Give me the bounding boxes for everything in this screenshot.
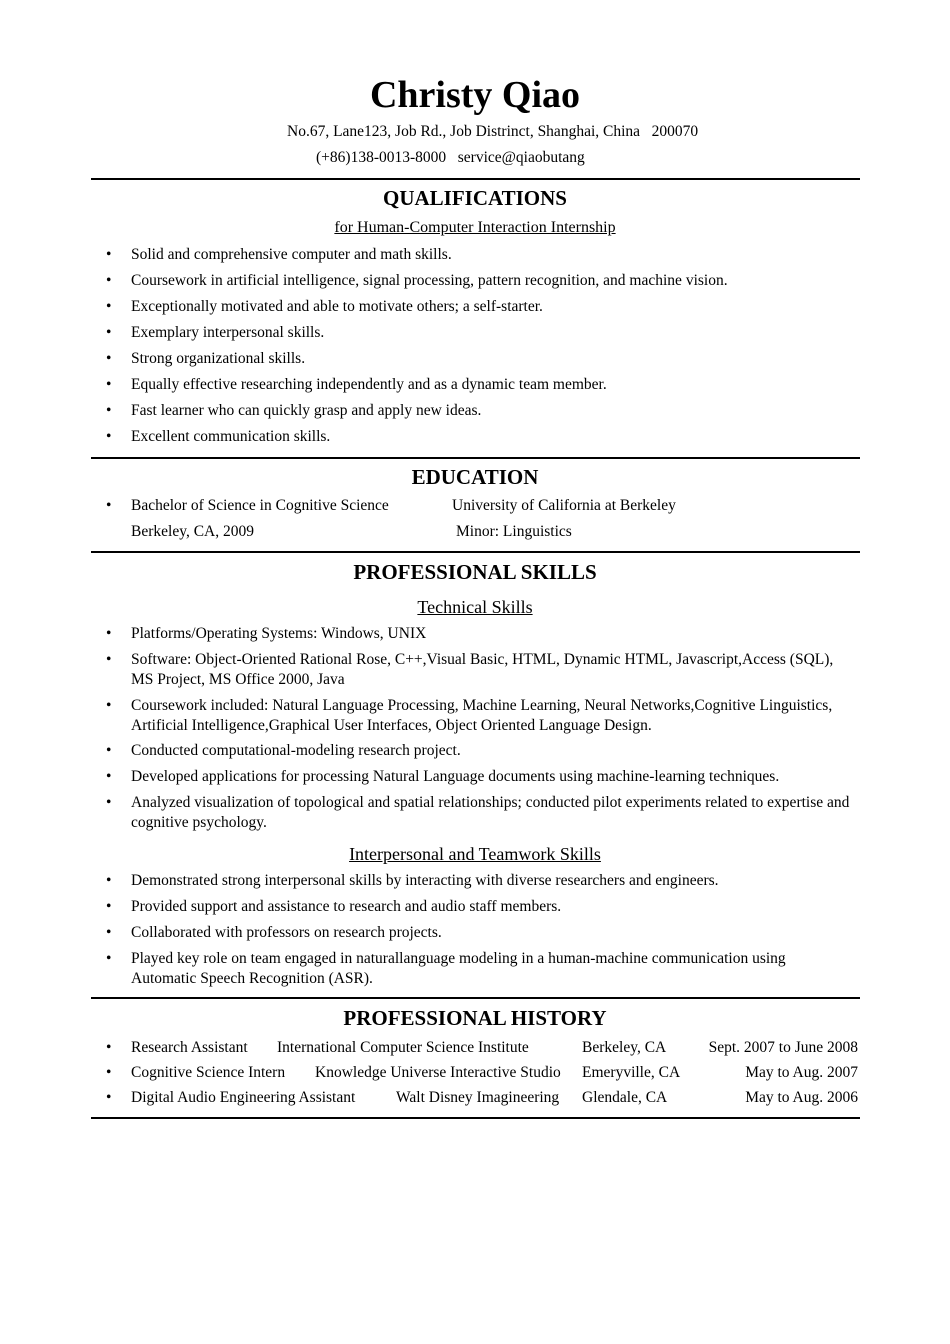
candidate-name: Christy Qiao: [369, 74, 581, 116]
education-minor: Minor: Linguistics: [456, 523, 572, 540]
bullet: •: [106, 651, 112, 668]
address-line: No.67, Lane123, Job Rd., Job Distrinct, Shanghai, China 200070: [287, 123, 699, 140]
divider: [91, 1117, 860, 1119]
history-location: Berkeley, CA: [582, 1039, 667, 1056]
bullet: •: [106, 376, 112, 393]
divider: [91, 457, 860, 459]
school: University of California at Berkeley: [452, 497, 676, 514]
skills-title: PROFESSIONAL SKILLS: [353, 560, 597, 584]
history-role: Research Assistant: [131, 1039, 248, 1056]
history-title: PROFESSIONAL HISTORY: [343, 1006, 607, 1030]
history-dates: May to Aug. 2006: [745, 1089, 858, 1106]
history-org: International Computer Science Institute: [277, 1039, 529, 1056]
bullet: •: [106, 872, 112, 889]
divider: [91, 997, 860, 999]
bullet: •: [106, 742, 112, 759]
bullet: •: [106, 1039, 112, 1056]
degree: Bachelor of Science in Cognitive Science: [131, 497, 389, 514]
bullet: •: [106, 898, 112, 915]
history-dates: Sept. 2007 to June 2008: [708, 1039, 858, 1056]
bullet: •: [106, 428, 112, 445]
bullet: •: [106, 697, 112, 714]
education-location-year: Berkeley, CA, 2009: [131, 523, 254, 540]
bullet: •: [106, 324, 112, 341]
bullet: •: [106, 1089, 112, 1106]
bullet: •: [106, 272, 112, 289]
education-title: EDUCATION: [411, 465, 539, 489]
history-location: Glendale, CA: [582, 1089, 668, 1106]
qualifications-subtitle: for Human-Computer Interaction Internship: [334, 219, 616, 236]
bullet: •: [106, 924, 112, 941]
bullet: •: [106, 768, 112, 785]
qualifications-title: QUALIFICATIONS: [383, 186, 567, 210]
bullet: •: [106, 1064, 112, 1081]
history-dates: May to Aug. 2007: [745, 1064, 858, 1081]
bullet: •: [106, 350, 112, 367]
history-role: Cognitive Science Intern: [131, 1064, 286, 1081]
resume-page: Christy Qiao No.67, Lane123, Job Rd., Job Distrinct, Shanghai, China 200070 (+86)138-0013-8000 service@qiaobutang QUALIFICATIONS for Human-Computer Interaction Internship • Solid and comprehensive computer and math skills. • Coursework in artificial intelligence, signal processing, pattern recognition, and machine vision. • Exceptionally motivated and able to motivate others; a self-starter. • Exemplary interpersonal skills. • Strong organizational skills. • Equally effective researching independently and as a dynamic team member. • Fast learner who can quickly grasp and apply new ideas. • Excellent communication skills. EDUCATION • Bachelor of Science in Cognitive Science University of California at Berkeley Berkeley, CA, 2009 Minor: Linguistics PROFESSIONAL SKILLS Technical Skills • Platforms/Operating Systems: Windows, UNIX • Software: Object-Oriented Rational Rose, C++,Visual Basic, HTML, Dynamic HTML, Javascript,Access (SQL), MS Project, MS Office 2000, Java • Coursework included: Natural Language Processing, Machine Learning, Neural Networks,Cognitive Linguistics, Artificial Intelligence,Graphical User Interfaces, Object Oriented Language Design. • Conducted computational-modeling research project. • Developed applications for processing Natural Language documents using machine-learning techniques. • Analyzed visualization of topological and spatial relationships; conducted pilot experiments related to expertise and cognitive psychology. Interpersonal and Teamwork Skills • Demonstrated strong interpersonal skills by interacting with diverse researchers and engineers. • Provided support and assistance to research and audio staff members. • Collaborated with professors on research projects. • Played key role on team engaged in naturallanguage modeling in a human-machine communication using Automatic Speech Recognition (ASR). PROFESSIONAL HISTORY • Research Assistant International Computer Science Institute Berkeley, CA Sept. 2007 to June 2008 • Cognitive Science Intern Knowledge Universe Interactive Studio Emeryville, CA May to Aug. 2007 • Digital Audio Engineering Assistant Walt Disney Imagineering Glendale, CA May to Aug. 2006: [0, 0, 950, 1344]
bullet: •: [106, 625, 112, 642]
divider: [91, 178, 860, 180]
history-location: Emeryville, CA: [582, 1064, 681, 1081]
history-org: Walt Disney Imagineering: [396, 1089, 560, 1106]
bullet: •: [106, 246, 112, 263]
contact-line: (+86)138-0013-8000 service@qiaobutang: [316, 149, 585, 166]
bullet: •: [106, 298, 112, 315]
technical-skills-subtitle: Technical Skills: [417, 597, 533, 617]
divider: [91, 551, 860, 553]
history-role: Digital Audio Engineering Assistant: [131, 1089, 356, 1106]
bullet: •: [106, 402, 112, 419]
history-org: Knowledge Universe Interactive Studio: [315, 1064, 561, 1081]
bullet: •: [106, 950, 112, 967]
bullet: •: [106, 794, 112, 811]
interpersonal-skills-subtitle: Interpersonal and Teamwork Skills: [349, 844, 601, 864]
bullet: •: [106, 497, 112, 514]
